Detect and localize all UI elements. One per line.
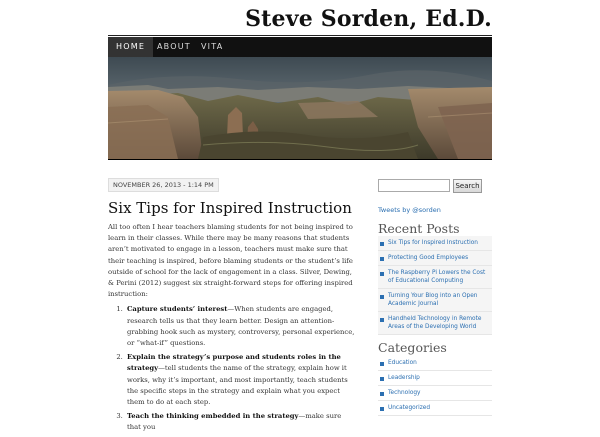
recent-post-link[interactable]: Turning Your Blog into an Open Academic Journal: [378, 289, 492, 312]
recent-post-link[interactable]: Six Tips for Inspired Instruction: [378, 236, 492, 251]
tip-item: [125, 411, 356, 433]
nav-item-about[interactable]: ABOUT: [157, 42, 191, 51]
tip-heading: Teach the thinking embedded in the strategy: [127, 412, 299, 421]
nav-item-vita[interactable]: VITA: [201, 42, 224, 51]
twitter-link[interactable]: Tweets by @sorden: [378, 206, 441, 214]
category-link[interactable]: Uncategorized: [378, 401, 492, 416]
post-title[interactable]: Six Tips for Inspired Instruction: [108, 199, 352, 217]
recent-posts-heading: Recent Posts: [378, 221, 460, 236]
header-banner-image: [108, 57, 492, 160]
tip-text: —make sure that you: [127, 412, 342, 432]
category-link[interactable]: Education: [378, 356, 492, 371]
categories-list: [378, 356, 492, 416]
tip-heading: Capture students’ interest: [127, 305, 228, 314]
category-link[interactable]: Leadership: [378, 371, 492, 386]
recent-posts-list: [378, 236, 492, 335]
site-title[interactable]: Steve Sorden, Ed.D.: [245, 6, 492, 32]
category-link[interactable]: Technology: [378, 386, 492, 401]
tip-text: —tell students the name of the strategy, explain how it works, why it’s important, and most importantly, teach students the specific steps in the strategy and explain what you expect them to do at each step.: [127, 364, 348, 407]
nav-item-home[interactable]: HOME: [108, 37, 153, 57]
header-divider: [108, 35, 492, 36]
canyon-landscape-image: [108, 57, 492, 159]
tip-text: —When students are engaged, research tells us that they learn better. Design an attention-grabbing hook such as mystery, controversy, personal experience, or “what-if” questions.: [127, 305, 355, 348]
categories-heading: Categories: [378, 340, 447, 355]
main-navigation: [108, 37, 492, 57]
recent-post-link[interactable]: Protecting Good Employees: [378, 251, 492, 266]
search-input[interactable]: [378, 179, 450, 192]
recent-post-link[interactable]: Handheld Technology in Remote Areas of the Developing World: [378, 312, 492, 335]
tips-list: [108, 304, 356, 433]
tip-heading: Explain the strategy’s purpose and students roles in the strategy: [127, 353, 341, 373]
search-button[interactable]: Search: [453, 179, 482, 193]
post-date: NOVEMBER 26, 2013 - 1:14 PM: [108, 178, 219, 192]
recent-post-link[interactable]: The Raspberry Pi Lowers the Cost of Educational Computing: [378, 266, 492, 289]
post-content: [108, 222, 356, 437]
tip-item: [125, 304, 356, 349]
post-intro: All too often I hear teachers blaming students for not being inspired to learn in their classes. While there may be many reasons that students aren’t motivated to engage in a lesson, teachers must make sure that their teaching is inspired, before blaming students or the student’s life outside of school for the lack of engagement in a class. Silver, Dewing, & Perini (2012) suggest six straight-forward steps for offering inspired instruction:: [108, 223, 353, 299]
